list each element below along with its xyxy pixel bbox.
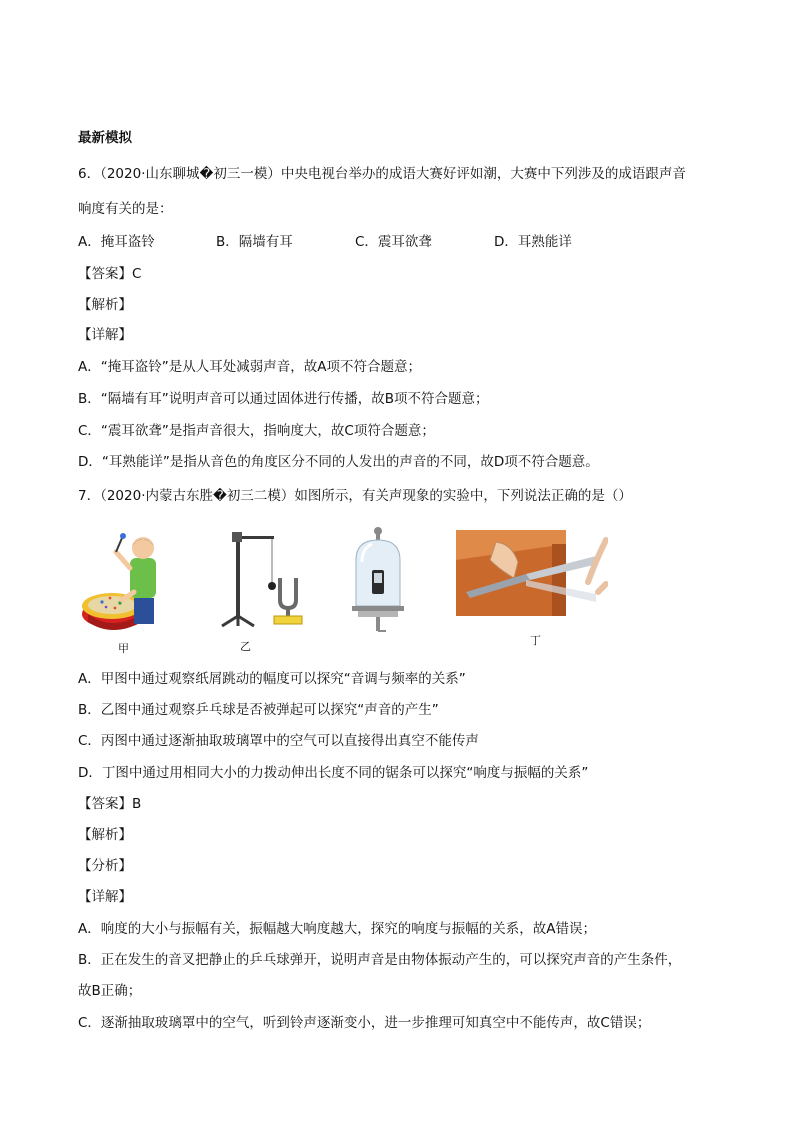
- q6-analysis: 【解析】: [78, 297, 132, 313]
- q6-option-d: D．耳熟能详: [494, 234, 572, 250]
- q6-explanation-d: D．“耳熟能详”是指从音色的角度区分不同的人发出的声音的不同，故D项不符合题意。: [78, 454, 599, 470]
- q7-answer: 【答案】B: [78, 796, 142, 812]
- q7-detail: 【详解】: [78, 889, 132, 905]
- q6-answer: 【答案】C: [78, 266, 142, 282]
- q6-explanation-c: C．“震耳欲聋”是指声音很大，指响度大，故C项符合题意；: [78, 423, 435, 439]
- section-title: 最新模拟: [78, 130, 132, 146]
- q6-explanation-a: A．“掩耳盗铃”是从人耳处减弱声音，故A项不符合题意；: [78, 359, 421, 375]
- q7-explanation-c: C．逐渐抽取玻璃罩中的空气，听到铃声逐渐变小，进一步推理可知真空中不能传声，故C错误；: [78, 1015, 651, 1031]
- figure-label-ding: 丁: [530, 634, 541, 647]
- q7-option-c: C．丙图中通过逐渐抽取玻璃罩中的空气可以直接得出真空不能传声: [78, 733, 479, 749]
- q7-option-b: B．乙图中通过观察乒乓球是否被弹起可以探究“声音的产生”: [78, 702, 439, 718]
- figure-bing: [348, 526, 408, 638]
- q6-stem-line2: 响度有关的是：: [78, 201, 173, 217]
- figure-label-yi: 乙: [240, 640, 251, 653]
- q6-detail: 【详解】: [78, 327, 132, 343]
- q6-option-b: B．隔墙有耳: [216, 234, 293, 250]
- q7-explanation-a: A．响度的大小与振幅有关，振幅越大响度越大，探究的响度与振幅的关系，故A错误；: [78, 921, 596, 937]
- figure-jia: [80, 528, 170, 646]
- q6-option-c: C．震耳欲聋: [355, 234, 432, 250]
- q7-option-d: D．丁图中通过用相同大小的力拨动伸出长度不同的锯条可以探究“响度与振幅的关系”: [78, 765, 589, 781]
- figure-label-jia: 甲: [118, 642, 129, 655]
- q7-stem-line1: 7．（2020·内蒙古东胜�初三二模）如图所示，有关声现象的实验中，下列说法正确的是（）: [78, 488, 632, 504]
- figure-yi: [218, 528, 310, 628]
- q7-analysis: 【解析】: [78, 827, 132, 843]
- q7-explanation-b: B．正在发生的音叉把静止的乒乓球弹开，说明声音是由物体振动产生的，可以探究声音的产生条件，: [78, 952, 682, 968]
- q6-option-a: A．掩耳盗铃: [78, 234, 155, 250]
- figure-ding: [456, 530, 608, 616]
- q6-explanation-b: B．“隔墙有耳”说明声音可以通过固体进行传播，故B项不符合题意；: [78, 391, 489, 407]
- q7-analysis-2: 【分析】: [78, 858, 132, 874]
- q6-stem-line1: 6．（2020·山东聊城�初三一模）中央电视台举办的成语大赛好评如潮，大赛中下列涉及的成语跟声音: [78, 166, 686, 182]
- q7-explanation-b-cont: 故B正确；: [78, 983, 142, 999]
- q7-option-a: A．甲图中通过观察纸屑跳动的幅度可以探究“音调与频率的关系”: [78, 671, 466, 687]
